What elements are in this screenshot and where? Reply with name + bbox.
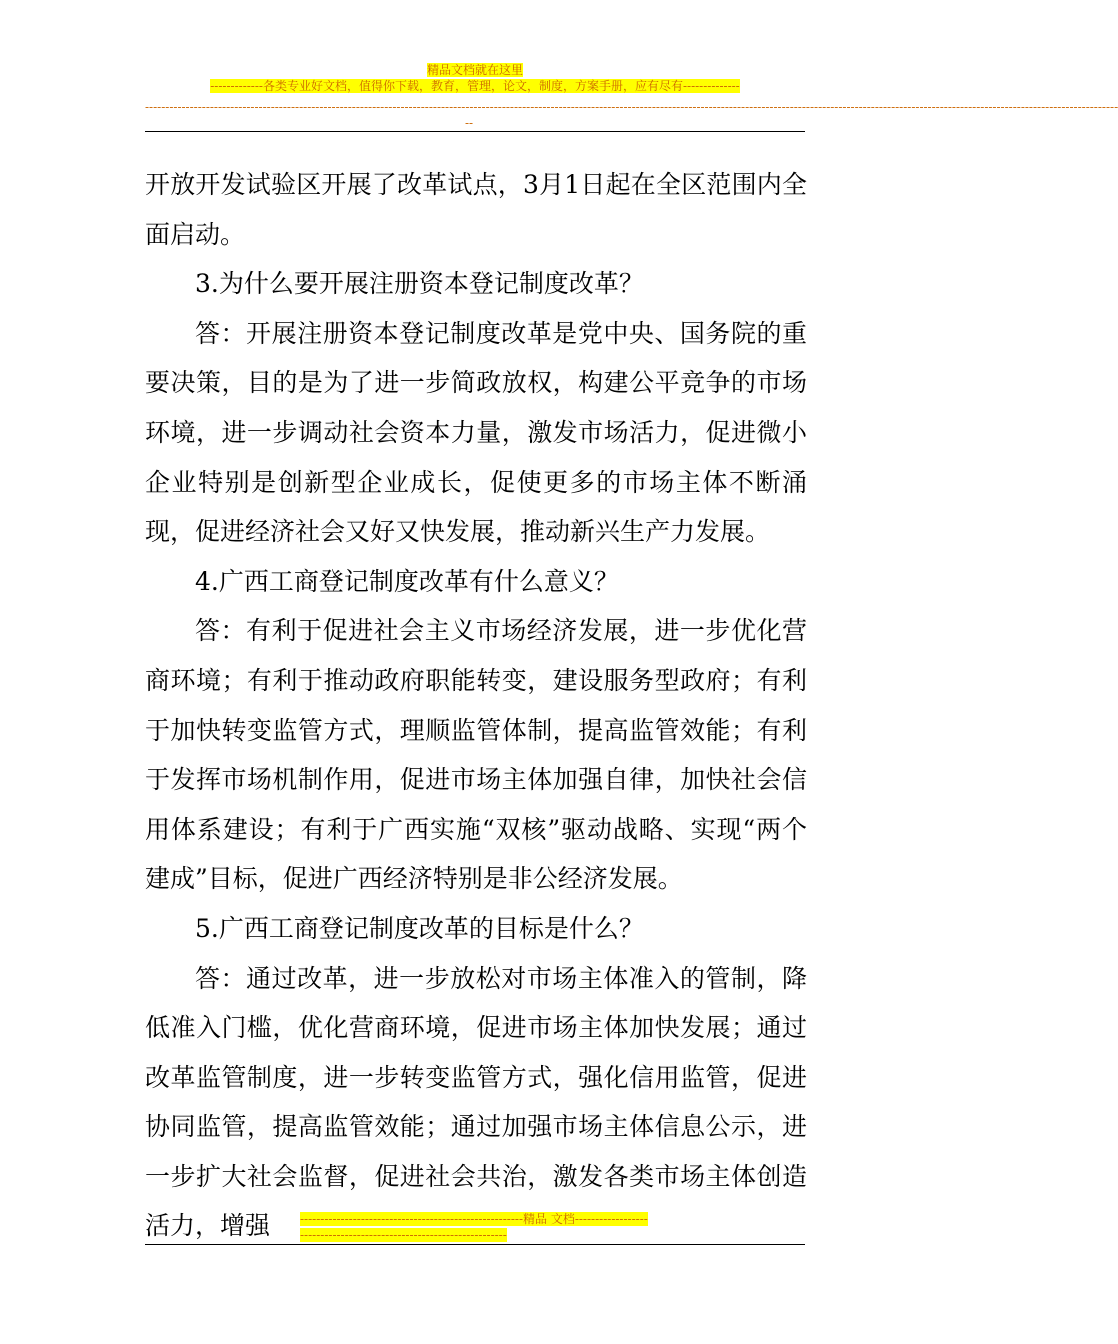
paragraph-continuation: 开放开发试验区开展了改革试点，3月1日起在全区范围内全面启动。 [145, 170, 807, 249]
page-footer [300, 1211, 650, 1243]
question-3: 3.为什么要开展注册资本登记制度改革？ [195, 269, 644, 299]
header-subtitle: -------------各类专业好文档，值得你下载，教育，管理，论文，制度，方案手册，应有尽有-------------- [210, 79, 740, 93]
header-title: 精品文档就在这里 [426, 63, 523, 77]
header-dash-line: ------------------------------------------------------------------------------------------------------------------------------------------------------------------------------------------------------------------------------------------------ [145, 100, 1118, 114]
answer-4: 答：有利于促进社会主义市场经济发展，进一步优化营商环境；有利于推动政府职能转变，建设服务型政府；有利于加快转变监管方式，理顺监管体制，提高监管效能；有利于发挥市场机制作用，促进市场主体加强自律，加快社会信用体系建设；有利于广西实施“双核”驱动战略、实现“两个建成”目标，促进广西经济特别是非公经济发展。 [145, 616, 807, 894]
document-body [145, 160, 807, 1251]
answer-5: 答：通过改革，进一步放松对市场主体准入的管制，降低准入门槛，优化营商环境，促进市场主体加快发展；通过改革监管制度，进一步转变监管方式，强化信用监管，促进协同监管，提高监管效能；通过加强市场主体信息公示，进一步扩大社会监督，促进社会共治，激发各类市场主体创造活力，增强 [145, 963, 807, 1241]
footer-text: -------------------------------------------------------精品 文档--------------------------------------------------------------------- [300, 1212, 648, 1242]
footer-rule [145, 1244, 805, 1245]
question-4: 4.广西工商登记制度改革有什么意义？ [195, 566, 619, 596]
answer-3: 答：开展注册资本登记制度改革是党中央、国务院的重要决策，目的是为了进一步简政放权，构建公平竞争的市场环境，进一步调动社会资本力量，激发市场活力，促进微小企业特别是创新型企业成长，促使更多的市场主体不断涌现，促进经济社会又好又快发展，推动新兴生产力发展。 [145, 318, 807, 547]
header-dash-tail: -- [465, 116, 474, 130]
page-header [145, 62, 805, 94]
question-5: 5.广西工商登记制度改革的目标是什么？ [195, 913, 644, 943]
header-rule [145, 131, 805, 132]
